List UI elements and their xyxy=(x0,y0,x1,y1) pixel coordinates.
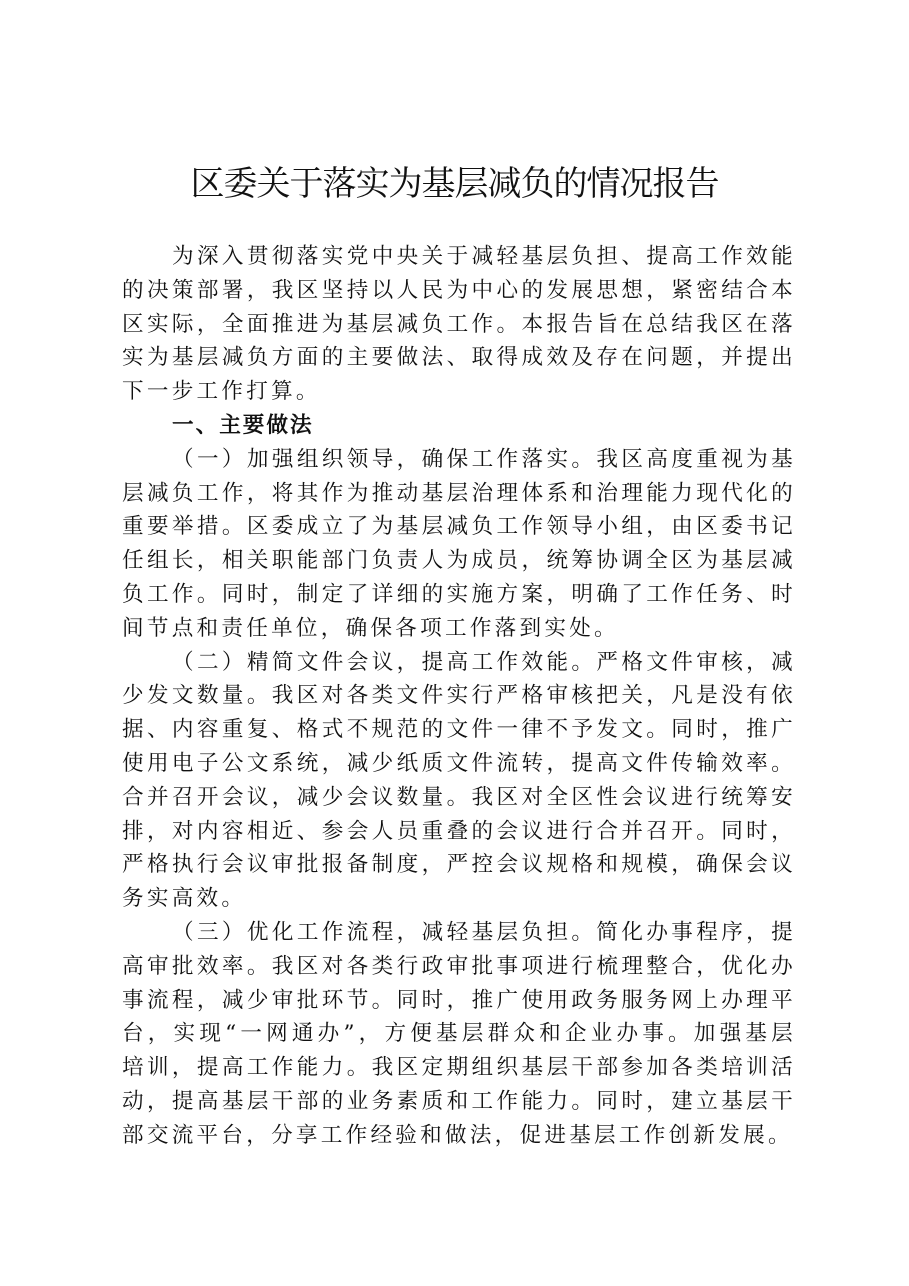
document-body xyxy=(122,240,796,1153)
paragraph-3: （三）优化工作流程，减轻基层负担。简化办事程序，提高审批效率。我区对各类行政审批事项进行梳理整合，优化办事流程，减少审批环节。同时，推广使用政务服务网上办理平台，实现“一网通办”，方便基层群众和企业办事。加强基层培训，提高工作能力。我区定期组织基层干部参加各类培训活动，提高基层干部的业务素质和工作能力。同时，建立基层干部交流平台，分享工作经验和做法，促进基层工作创新发展。 xyxy=(122,919,796,1148)
paragraph-1: （一）加强组织领导，确保工作落实。我区高度重视为基层减负工作，将其作为推动基层治理体系和治理能力现代化的重要举措。区委成立了为基层减负工作领导小组，由区委书记任组长，相关职能部门负责人为成员，统筹协调全区为基层减负工作。同时，制定了详细的实施方案，明确了工作任务、时间节点和责任单位，确保各项工作落到实处。 xyxy=(122,446,796,641)
intro-paragraph: 为深入贯彻落实党中央关于减轻基层负担、提高工作效能的决策部署，我区坚持以人民为中心的发展思想，紧密结合本区实际，全面推进为基层减负工作。本报告旨在总结我区在落实为基层减负方面的主要做法、取得成效及存在问题，并提出下一步工作打算。 xyxy=(122,244,796,405)
document-title: 区委关于落实为基层减负的情况报告 xyxy=(190,164,719,204)
paragraph-2: （二）精简文件会议，提高工作效能。严格文件审核，减少发文数量。我区对各类文件实行严格审核把关，凡是没有依据、内容重复、格式不规范的文件一律不予发文。同时，推广使用电子公文系统，减少纸质文件流转，提高文件传输效率。合并召开会议，减少会议数量。我区对全区性会议进行统筹安排，对内容相近、参会人员重叠的会议进行合并召开。同时，严格执行会议审批报备制度，严控会议规格和规模，确保会议务实高效。 xyxy=(122,649,796,912)
section-heading: 一、主要做法 xyxy=(172,412,314,438)
